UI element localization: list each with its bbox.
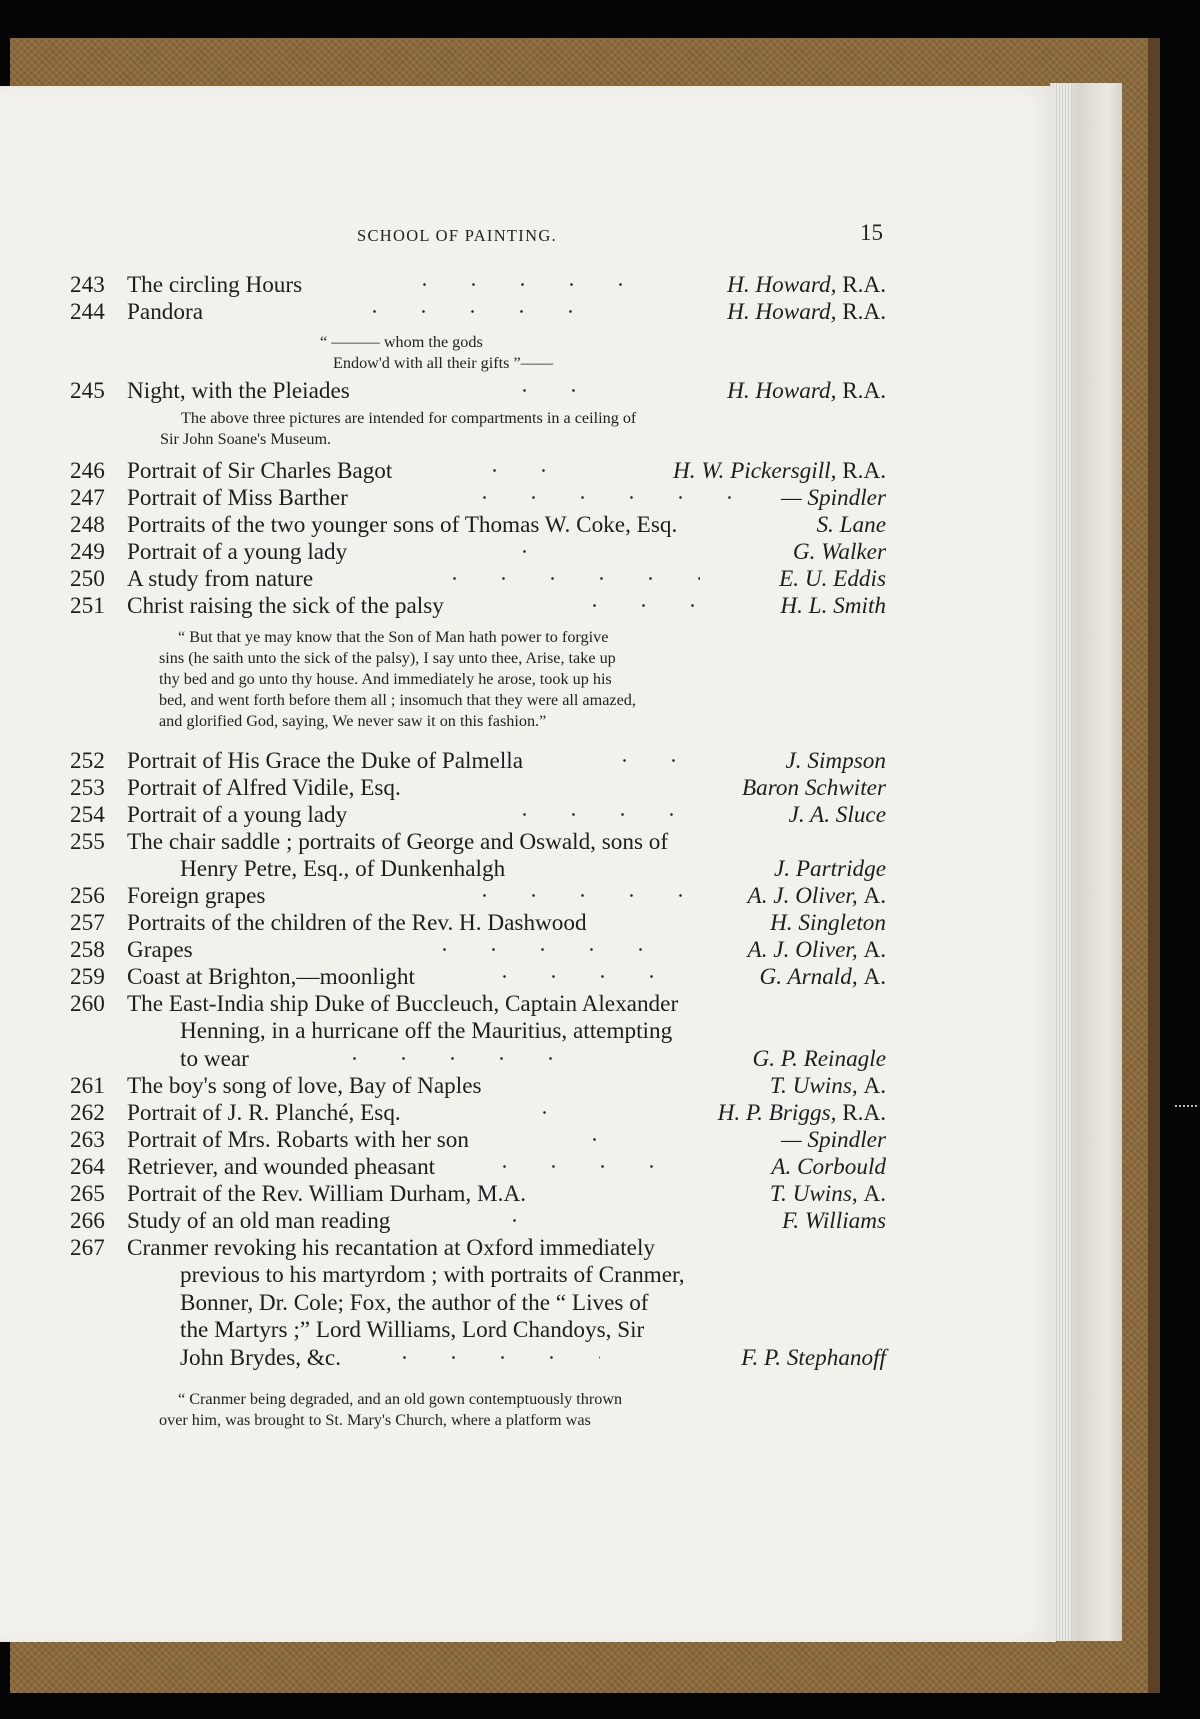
entry-artist — [774, 856, 886, 883]
entry-title: to wear — [180, 1045, 249, 1072]
artist-rank: R.A. — [842, 378, 886, 404]
entry-title: Portrait of Alfred Vidile, Esq. — [127, 775, 401, 801]
artist-name: J. Simpson — [785, 748, 886, 774]
entry-number: 247 — [70, 485, 105, 511]
dot-leader — [570, 604, 700, 607]
artist-name: T. Uwins, — [769, 1073, 858, 1099]
artist-name: H. P. Briggs, — [717, 1100, 837, 1126]
artist-name: A. J. Oliver, — [747, 883, 858, 909]
artist-name: H. L. Smith — [780, 593, 886, 619]
running-head-title: SCHOOL OF PAINTING. — [357, 226, 557, 245]
artist-rank: R.A. — [842, 458, 886, 484]
entry-title: A study from nature — [127, 566, 314, 592]
dot-leader — [380, 1356, 600, 1359]
artist-rank: R.A. — [842, 1100, 886, 1126]
catalogue-entry-line — [0, 1100, 1200, 1126]
entry-artist — [742, 775, 886, 802]
entry-title: The circling Hours — [127, 272, 303, 298]
entry-artist — [727, 272, 886, 299]
entry-artist — [760, 964, 886, 991]
entry-title: Pandora — [127, 299, 203, 325]
artist-name: G. P. Reinagle — [752, 1045, 886, 1072]
artist-rank: R.A. — [842, 299, 886, 325]
entry-title: Henry Petre, Esq., of Dunkenhalgh — [180, 856, 506, 883]
entry-artist — [752, 1046, 886, 1073]
entry-artist — [770, 910, 886, 937]
margin-pencil-mark — [1175, 1105, 1197, 1113]
entry-artist — [770, 1181, 886, 1208]
catalogue-entry-line — [0, 299, 1200, 325]
entry-artist — [779, 566, 886, 593]
dot-leader — [500, 389, 600, 392]
entry-title: Portrait of the Rev. William Durham, M.A. — [127, 1181, 526, 1207]
catalogue-entry-line — [0, 1154, 1200, 1180]
artist-name: Baron Schwiter — [741, 775, 886, 801]
quotation-note-line: sins (he saith unto the sick of the palsy), I say unto thee, Arise, take up — [159, 649, 616, 667]
entry-title: Portrait of Miss Barther — [127, 485, 348, 511]
catalogue-entry-line — [0, 829, 1200, 855]
dot-leader — [520, 1111, 560, 1114]
artist-name: F. Williams — [782, 1208, 886, 1234]
catalogue-entry-line — [0, 1208, 1200, 1234]
catalogue-entry-line — [0, 1317, 1200, 1343]
catalogue-entry-line — [0, 458, 1200, 484]
entry-title: Portraits of the children of the Rev. H. Dashwood — [127, 910, 587, 936]
artist-name: A. J. Oliver, — [747, 937, 858, 963]
entry-title: the Martyrs ;” Lord Williams, Lord Chandoys, Sir — [180, 1317, 645, 1344]
artist-name: H. Howard, — [727, 378, 837, 404]
entry-number: 246 — [70, 458, 105, 484]
catalogue-entry-line — [0, 802, 1200, 828]
artist-rank: A. — [863, 964, 886, 990]
entry-number: 243 — [70, 272, 105, 298]
artist-name: G. Walker — [792, 539, 886, 565]
artist-name: F. P. Stephanoff — [741, 1344, 886, 1371]
entry-title: Retriever, and wounded pheasant — [127, 1154, 436, 1180]
dot-leader — [480, 1165, 690, 1168]
entry-title: The East-India ship Duke of Buccleuch, Captain Alexander — [127, 991, 679, 1017]
artist-name: H. Howard, — [727, 272, 837, 298]
dot-leader — [400, 283, 655, 286]
catalogue-entry-line — [0, 1046, 1200, 1072]
artist-name: H. W. Pickersgill, — [673, 458, 837, 484]
quotation-note-line: bed, and went forth before them all ; insomuch that they were all amazed, — [159, 691, 636, 709]
entry-title: John Brydes, &c. — [180, 1344, 342, 1371]
catalogue-entry-line — [0, 272, 1200, 298]
quotation-note-line: over him, was brought to St. Mary's Church, where a platform was — [159, 1411, 591, 1429]
artist-name: — Spindler — [781, 485, 886, 511]
entry-number: 265 — [70, 1181, 105, 1207]
quotation-note-line: Sir John Soane's Museum. — [160, 430, 332, 448]
entry-number: 262 — [70, 1100, 105, 1126]
entry-artist — [786, 748, 886, 775]
catalogue-entry-line — [0, 1262, 1200, 1288]
entry-number: 264 — [70, 1154, 105, 1180]
quotation-note-line: and glorified God, saying, We never saw it on this fashion.” — [159, 712, 547, 730]
quotation-note-line: “ But that ye may know that the Son of Man hath power to forgive — [178, 628, 609, 646]
artist-rank: A. — [863, 1181, 886, 1207]
entry-artist — [771, 1154, 886, 1181]
entry-artist — [793, 539, 886, 566]
artist-name: E. U. Eddis — [779, 566, 886, 592]
catalogue-entry-line — [0, 775, 1200, 801]
artist-rank: R.A. — [842, 272, 886, 298]
entry-title: Portrait of Sir Charles Bagot — [127, 458, 393, 484]
entry-artist — [748, 883, 886, 910]
entry-number: 258 — [70, 937, 105, 963]
entry-title: Portrait of a young lady — [127, 802, 348, 828]
entry-number: 250 — [70, 566, 105, 592]
entry-artist — [718, 1100, 886, 1127]
dot-leader — [500, 550, 545, 553]
entry-title: Portraits of the two younger sons of Thomas W. Coke, Esq. — [127, 512, 678, 538]
catalogue-entry-line — [0, 937, 1200, 963]
catalogue-entry-line — [0, 910, 1200, 936]
catalogue-entry-line — [0, 593, 1200, 619]
artist-name: G. Arnald, — [759, 964, 858, 990]
artist-name: T. Uwins, — [769, 1181, 858, 1207]
catalogue-entry-line — [0, 748, 1200, 774]
entry-number: 253 — [70, 775, 105, 801]
artist-name: — Spindler — [781, 1127, 886, 1153]
quotation-note-line: “ ——— whom the gods — [320, 333, 483, 351]
entry-title: Portrait of a young lady — [127, 539, 348, 565]
dot-leader — [500, 813, 675, 816]
entry-title: Study of an old man reading — [127, 1208, 391, 1234]
entry-number: 249 — [70, 539, 105, 565]
entry-number: 260 — [70, 991, 105, 1017]
catalogue-entry-line — [0, 1018, 1200, 1044]
dot-leader — [570, 1138, 620, 1141]
entry-artist — [770, 1073, 886, 1100]
catalogue-entry-line — [0, 378, 1200, 404]
entry-title: Foreign grapes — [127, 883, 266, 909]
entry-artist — [727, 378, 886, 405]
artist-rank: A. — [863, 937, 886, 963]
running-head — [0, 220, 1200, 248]
catalogue-entry-line — [0, 883, 1200, 909]
entry-title: The boy's song of love, Bay of Naples — [127, 1073, 482, 1099]
quotation-note-line: “ Cranmer being degraded, and an old gown contemptuously thrown — [178, 1390, 623, 1408]
entry-title: Coast at Brighton,—moonlight — [127, 964, 415, 990]
quotation-note-line: thy bed and go unto thy house. And immediately he arose, took up his — [159, 670, 612, 688]
artist-name: S. Lane — [816, 512, 886, 538]
entry-number: 251 — [70, 593, 105, 619]
entry-artist — [727, 299, 886, 326]
catalogue-entry-line — [0, 512, 1200, 538]
entry-title: Henning, in a hurricane off the Mauritius, attempting — [180, 1018, 673, 1045]
catalogue-entry-line — [0, 1235, 1200, 1261]
entry-title: The chair saddle ; portraits of George and Oswald, sons of — [127, 829, 669, 855]
page-number: 15 — [860, 220, 883, 245]
entry-title: Portrait of J. R. Planché, Esq. — [127, 1100, 401, 1126]
entry-artist — [673, 458, 886, 485]
dot-leader — [480, 975, 695, 978]
dot-leader — [600, 759, 690, 762]
entry-artist — [748, 937, 886, 964]
entry-number: 257 — [70, 910, 105, 936]
catalogue-entry-line — [0, 1290, 1200, 1316]
catalogue-entry-line — [0, 1073, 1200, 1099]
entry-title: Cranmer revoking his recantation at Oxford immediately — [127, 1235, 655, 1261]
dot-leader — [490, 1219, 560, 1222]
entry-title: Bonner, Dr. Cole; Fox, the author of the “ Lives of — [180, 1289, 649, 1316]
catalogue-entry-line — [0, 856, 1200, 882]
entry-number: 263 — [70, 1127, 105, 1153]
dot-leader — [350, 310, 610, 313]
artist-name: A. Corbould — [771, 1154, 886, 1180]
entry-artist — [782, 1208, 886, 1235]
entry-number: 259 — [70, 964, 105, 990]
entry-artist — [780, 593, 886, 620]
catalogue-entry-line — [0, 566, 1200, 592]
quotation-note-line: Endow'd with all their gifts ”—— — [333, 354, 554, 372]
entry-number: 255 — [70, 829, 105, 855]
entry-title: Night, with the Pleiades — [127, 378, 350, 404]
dot-leader — [460, 496, 735, 499]
dot-leader — [420, 948, 685, 951]
entry-number: 267 — [70, 1235, 105, 1261]
dot-leader — [430, 577, 700, 580]
artist-rank: A. — [863, 883, 886, 909]
entry-artist — [816, 512, 886, 539]
catalogue-entry-line — [0, 539, 1200, 565]
entry-title: Grapes — [127, 937, 193, 963]
dot-leader — [470, 469, 565, 472]
catalogue-entry-line — [0, 1127, 1200, 1153]
catalogue-entry-line — [0, 964, 1200, 990]
artist-name: H. Howard, — [727, 299, 837, 325]
entry-number: 245 — [70, 378, 105, 404]
entry-title: Portrait of Mrs. Robarts with her son — [127, 1127, 469, 1153]
dot-leader — [330, 1057, 575, 1060]
entry-title: Christ raising the sick of the palsy — [127, 593, 444, 619]
entry-artist — [781, 1127, 886, 1154]
quotation-note-line: The above three pictures are intended for compartments in a ceiling of — [181, 409, 637, 427]
entry-number: 248 — [70, 512, 105, 538]
entry-number: 261 — [70, 1073, 105, 1099]
entry-number: 266 — [70, 1208, 105, 1234]
entry-artist — [781, 485, 886, 512]
entry-number: 256 — [70, 883, 105, 909]
entry-artist — [789, 802, 886, 829]
catalogue-entry-line — [0, 1345, 1200, 1371]
artist-name: J. A. Sluce — [788, 802, 886, 828]
artist-rank: A. — [863, 1073, 886, 1099]
entry-number: 254 — [70, 802, 105, 828]
catalogue-entry-line — [0, 991, 1200, 1017]
dot-leader — [460, 894, 690, 897]
catalogue-entry-line — [0, 1181, 1200, 1207]
entry-title: Portrait of His Grace the Duke of Palmella — [127, 748, 523, 774]
entry-artist — [741, 1345, 886, 1372]
entry-title: previous to his martyrdom ; with portraits of Cranmer, — [180, 1262, 685, 1289]
artist-name: J. Partridge — [773, 856, 886, 883]
artist-name: H. Singleton — [770, 910, 886, 936]
entry-number: 252 — [70, 748, 105, 774]
entry-number: 244 — [70, 299, 105, 325]
catalogue-entry-line — [0, 485, 1200, 511]
